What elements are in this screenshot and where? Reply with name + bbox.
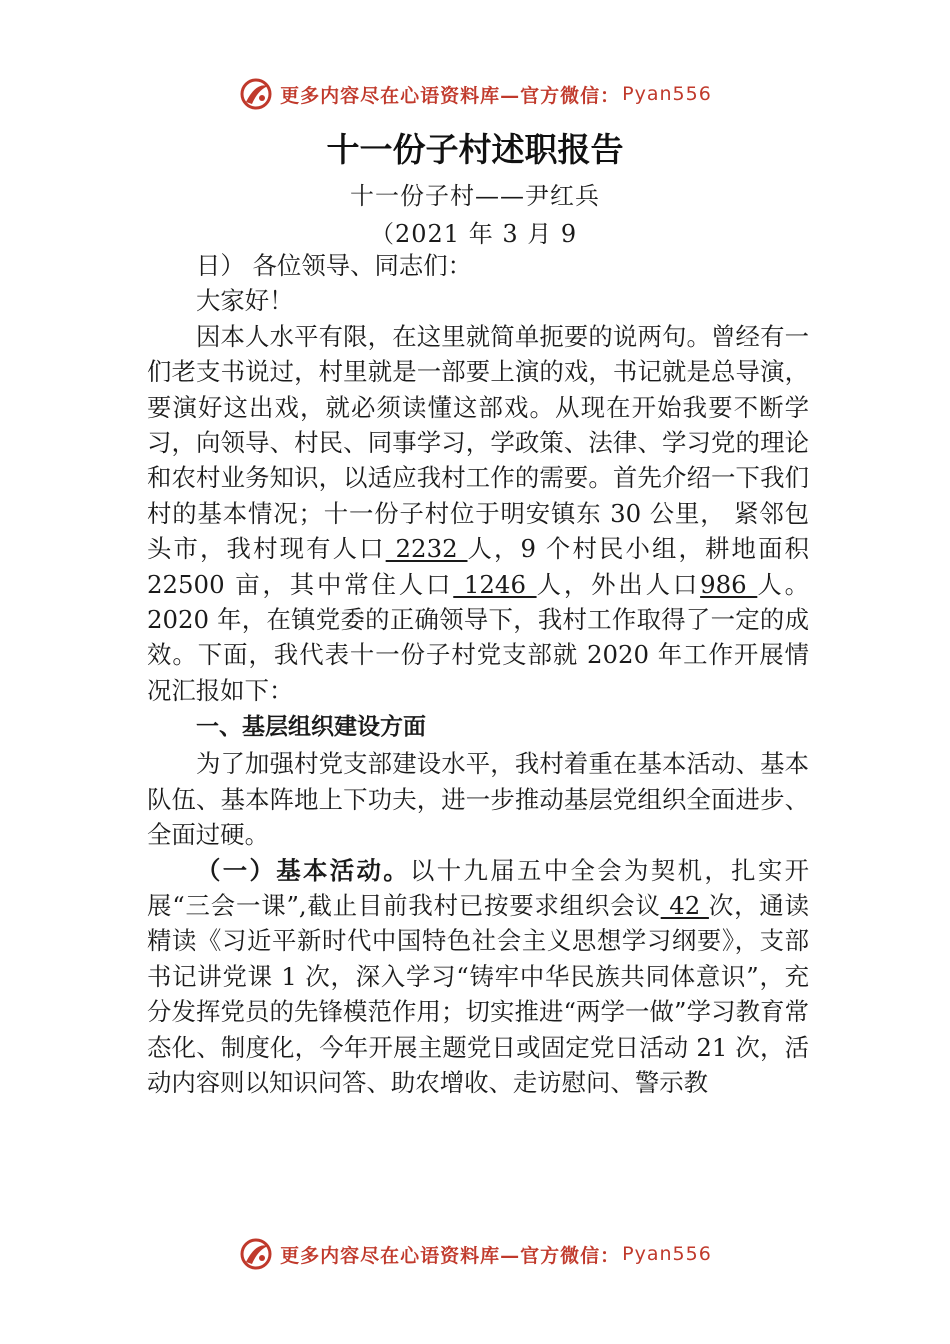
section-paragraph: 为了加强村党支部建设水平，我村着重在基本活动、基本队伍、基本阵地上下功夫，进一步推动基层党组织全面进步、全面过硬。 <box>147 749 809 850</box>
watermark-text: 更多内容尽在心语资料库—官方微信： <box>280 1244 621 1267</box>
document-body <box>147 248 809 1100</box>
watermark-wechat-id: Pyan556 <box>622 1243 712 1265</box>
subsection-text-a: 以十九届五中全会为契机，扎实开展“三会一课”,截止目前我村已按要求组织会议 <box>147 855 809 920</box>
intro-text-a: 因本人水平有限，在这里就简单扼要的说两句。曾经有一们老支书说过，村里就是一部要上演的戏，书记就是总导演，要演好这出戏，就必须读懂这部戏。从现在开始我要不断学习，向领导、村民、同事学习，学政策、法律、学习党的理论和农村业务知识，以适应我村工作的需要。首先介绍一下我们村的基本情况；十一份子村位于明安镇东 30 公里， 紧邻包头市，我村现有人口 <box>147 321 809 564</box>
population-value: 2232 <box>385 534 468 564</box>
subsection-paragraph <box>147 853 809 1101</box>
watermark-logo-icon <box>238 76 274 112</box>
watermark-header <box>0 74 950 114</box>
section-heading: 一、基层组织建设方面 <box>196 714 426 741</box>
intro-text-d: 人。2020 年，在镇党委的正确领导下，我村工作取得了一定的成效。下面，我代表十一份子村党支部就 2020 年工作开展情况汇报如下： <box>147 569 809 705</box>
opening-line: 日） 各位领导、同志们： <box>196 251 473 280</box>
subsection-text-b: 次，通读精读《习近平新时代中国特色社会主义思想学习纲要》，支部书记讲党课 1 次，深入学习“铸牢中华民族共同体意识”，充分发挥党员的先锋模范作用；切实推进“两学一做”学习教育常态化、制度化，今年开展主题党日或固定党日活动 21 次，活动内容则以知识问答、助农增收、走访慰问、警示教 <box>147 890 809 1097</box>
greeting-line: 大家好！ <box>196 286 294 316</box>
migrant-value: 986 <box>700 569 758 599</box>
watermark-footer <box>0 1234 950 1274</box>
document-title: 十一份子村述职报告 <box>326 130 624 169</box>
meetings-value: 42 <box>660 890 709 920</box>
watermark-wechat-id: Pyan556 <box>622 83 712 105</box>
intro-paragraph <box>147 319 809 708</box>
document-subtitle: 十一份子村——尹红兵 <box>350 182 600 210</box>
document-dateline: （2021 年 3 月 9 <box>370 220 578 248</box>
subsection-heading: （一）基本活动。 <box>196 855 411 885</box>
intro-text-b: 人，9 个村民小组，耕地面积 22500 亩，其中常住人口 <box>147 534 809 599</box>
intro-text-c: 人，外出人口 <box>536 569 701 599</box>
watermark-logo-icon <box>238 1236 274 1272</box>
resident-value: 1246 <box>453 569 537 599</box>
watermark-text: 更多内容尽在心语资料库—官方微信： <box>280 84 621 107</box>
